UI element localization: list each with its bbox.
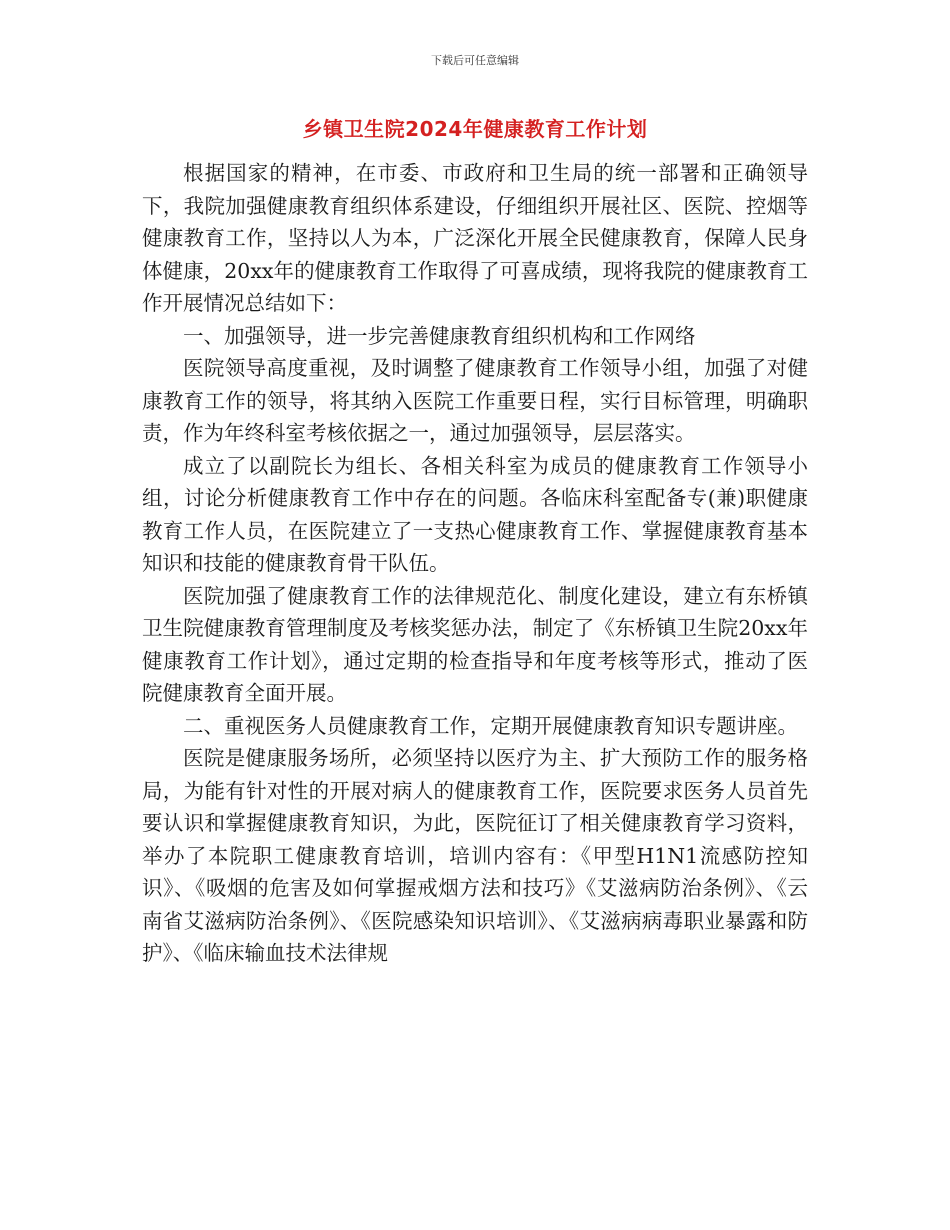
document-body (142, 157, 808, 970)
section-heading-1: 一、加强领导，进一步完善健康教育组织机构和工作网络 (183, 323, 696, 348)
document-title: 乡镇卫生院2024年健康教育工作计划 (302, 117, 648, 141)
paragraph-team: 成立了以副院长为组长、各相关科室为成员的健康教育工作领导小组，讨论分析健康教育工作中存在的问题。各临床科室配备专(兼)职健康教育工作人员，在医院建立了一支热心健康教育工作、掌握健康教育基本知识和技能的健康教育骨干队伍。 (142, 453, 808, 575)
paragraph-leadership: 医院领导高度重视，及时调整了健康教育工作领导小组，加强了对健康教育工作的领导，将其纳入医院工作重要日程，实行目标管理，明确职责，作为年终科室考核依据之一，通过加强领导，层层落实。 (142, 356, 808, 445)
paragraph-training: 医院是健康服务场所，必须坚持以医疗为主、扩大预防工作的服务格局，为能有针对性的开展对病人的健康教育工作，医院要求医务人员首先要认识和掌握健康教育知识，为此，医院征订了相关健康教育学习资料，举办了本院职工健康教育培训，培训内容有：《甲型H1N1流感防控知识》、《吸烟的危害及如何掌握戒烟方法和技巧》《艾滋病防治条例》、《云南省艾滋病防治条例》、《医院感染知识培训》、《艾滋病病毒职业暴露和防护》、《临床输血技术法律规 (142, 746, 808, 965)
page-header: 下载后可任意编辑 (431, 54, 519, 67)
paragraph-regulation: 医院加强了健康教育工作的法律规范化、制度化建设，建立有东桥镇卫生院健康教育管理制度及考核奖惩办法，制定了《东桥镇卫生院20xx年健康教育工作计划》，通过定期的检查指导和年度考核等形式，推动了医院健康教育全面开展。 (142, 583, 808, 705)
section-heading-2: 二、重视医务人员健康教育工作，定期开展健康教育知识专题讲座。 (183, 713, 798, 738)
paragraph-intro: 根据国家的精神，在市委、市政府和卫生局的统一部署和正确领导下，我院加强健康教育组织体系建设，仔细组织开展社区、医院、控烟等健康教育工作，坚持以人为本，广泛深化开展全民健康教育，保障人民身体健康，20xx年的健康教育工作取得了可喜成绩，现将我院的健康教育工作开展情况总结如下： (142, 161, 808, 315)
